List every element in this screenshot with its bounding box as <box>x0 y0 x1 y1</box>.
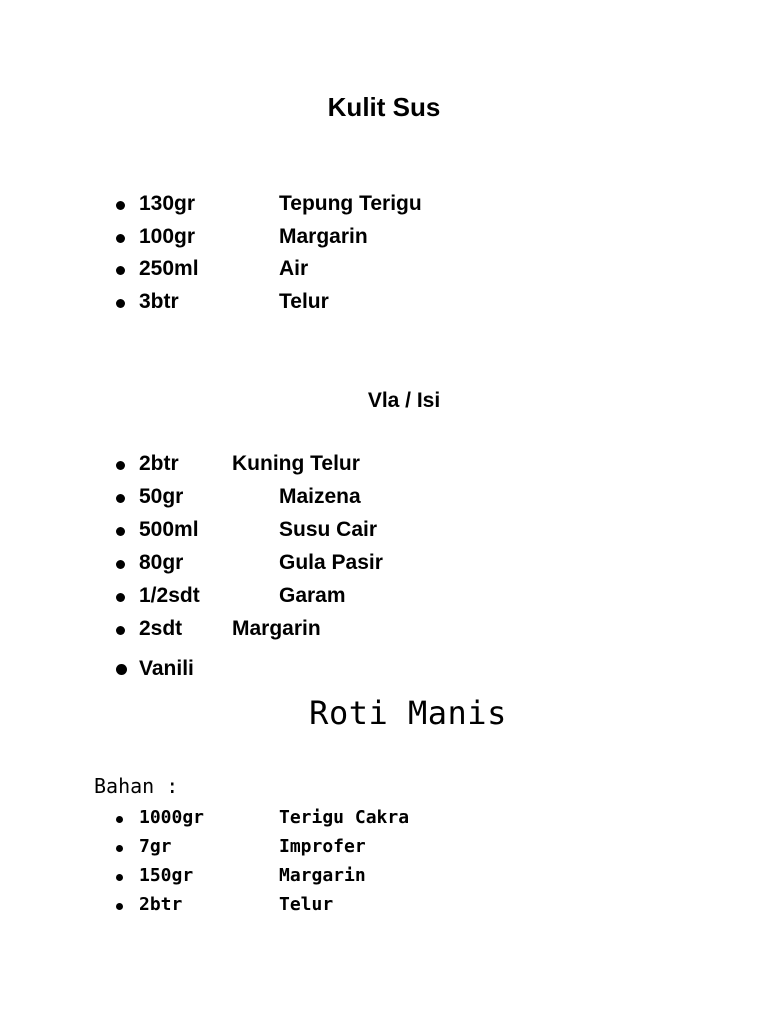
bullet-icon <box>116 560 125 569</box>
bullet-icon <box>116 626 125 635</box>
item-name: Susu Cair <box>279 518 378 541</box>
list-item <box>0 257 768 287</box>
list-item <box>0 485 768 515</box>
bullet-icon <box>116 266 125 275</box>
list-item <box>0 225 768 255</box>
list-item <box>0 807 768 837</box>
item-name: Terigu Cakra <box>279 807 410 828</box>
item-qty: 150gr <box>139 865 194 886</box>
bullet-icon <box>116 494 125 503</box>
item-qty: 100gr <box>139 225 196 248</box>
list-item <box>0 290 768 320</box>
bullet-icon <box>116 527 125 536</box>
item-qty: 2sdt <box>139 617 183 640</box>
item-qty: 1/2sdt <box>139 584 200 607</box>
item-qty: 500ml <box>139 518 199 541</box>
list-item <box>0 584 768 614</box>
list-item <box>0 551 768 581</box>
item-name: Improfer <box>279 836 366 857</box>
item-name: Maizena <box>279 485 361 508</box>
list-item <box>0 657 768 687</box>
item-name: Kuning Telur <box>232 452 360 475</box>
list-item <box>0 452 768 482</box>
bullet-icon <box>116 903 123 910</box>
item-name: Margarin <box>279 865 366 886</box>
list-item <box>0 617 768 647</box>
item-qty: 2btr <box>139 894 183 915</box>
bullet-icon <box>116 234 125 243</box>
item-name: Garam <box>279 584 346 607</box>
item-qty: 7gr <box>139 836 172 857</box>
item-qty: 130gr <box>139 192 196 215</box>
list-item <box>0 836 768 866</box>
item-qty: 1000gr <box>139 807 205 828</box>
bullet-icon <box>116 664 127 675</box>
item-qty: 3btr <box>139 290 179 313</box>
list-item <box>0 865 768 895</box>
bullet-icon <box>116 299 125 308</box>
item-name: Margarin <box>279 225 368 248</box>
item-name: Tepung Terigu <box>279 192 422 215</box>
list-item <box>0 894 768 924</box>
list-item <box>0 192 768 222</box>
bullet-icon <box>116 816 123 823</box>
item-qty: Vanili <box>139 657 194 680</box>
item-name: Gula Pasir <box>279 551 383 574</box>
item-name: Air <box>279 257 309 280</box>
item-qty: 2btr <box>139 452 179 475</box>
kulit-sus-title: Kulit Sus <box>327 92 441 122</box>
bullet-icon <box>116 845 123 852</box>
bahan-label: Bahan : <box>94 774 179 798</box>
vla-isi-title: Vla / Isi <box>367 389 441 412</box>
bullet-icon <box>116 874 123 881</box>
item-qty: 250ml <box>139 257 199 280</box>
item-qty: 80gr <box>139 551 184 574</box>
list-item <box>0 518 768 548</box>
bullet-icon <box>116 201 125 210</box>
item-name: Telur <box>279 894 334 915</box>
item-name: Margarin <box>232 617 321 640</box>
bullet-icon <box>116 461 125 470</box>
item-qty: 50gr <box>139 485 184 508</box>
bullet-icon <box>116 593 125 602</box>
roti-manis-title: Roti Manis <box>309 694 507 732</box>
item-name: Telur <box>279 290 329 313</box>
